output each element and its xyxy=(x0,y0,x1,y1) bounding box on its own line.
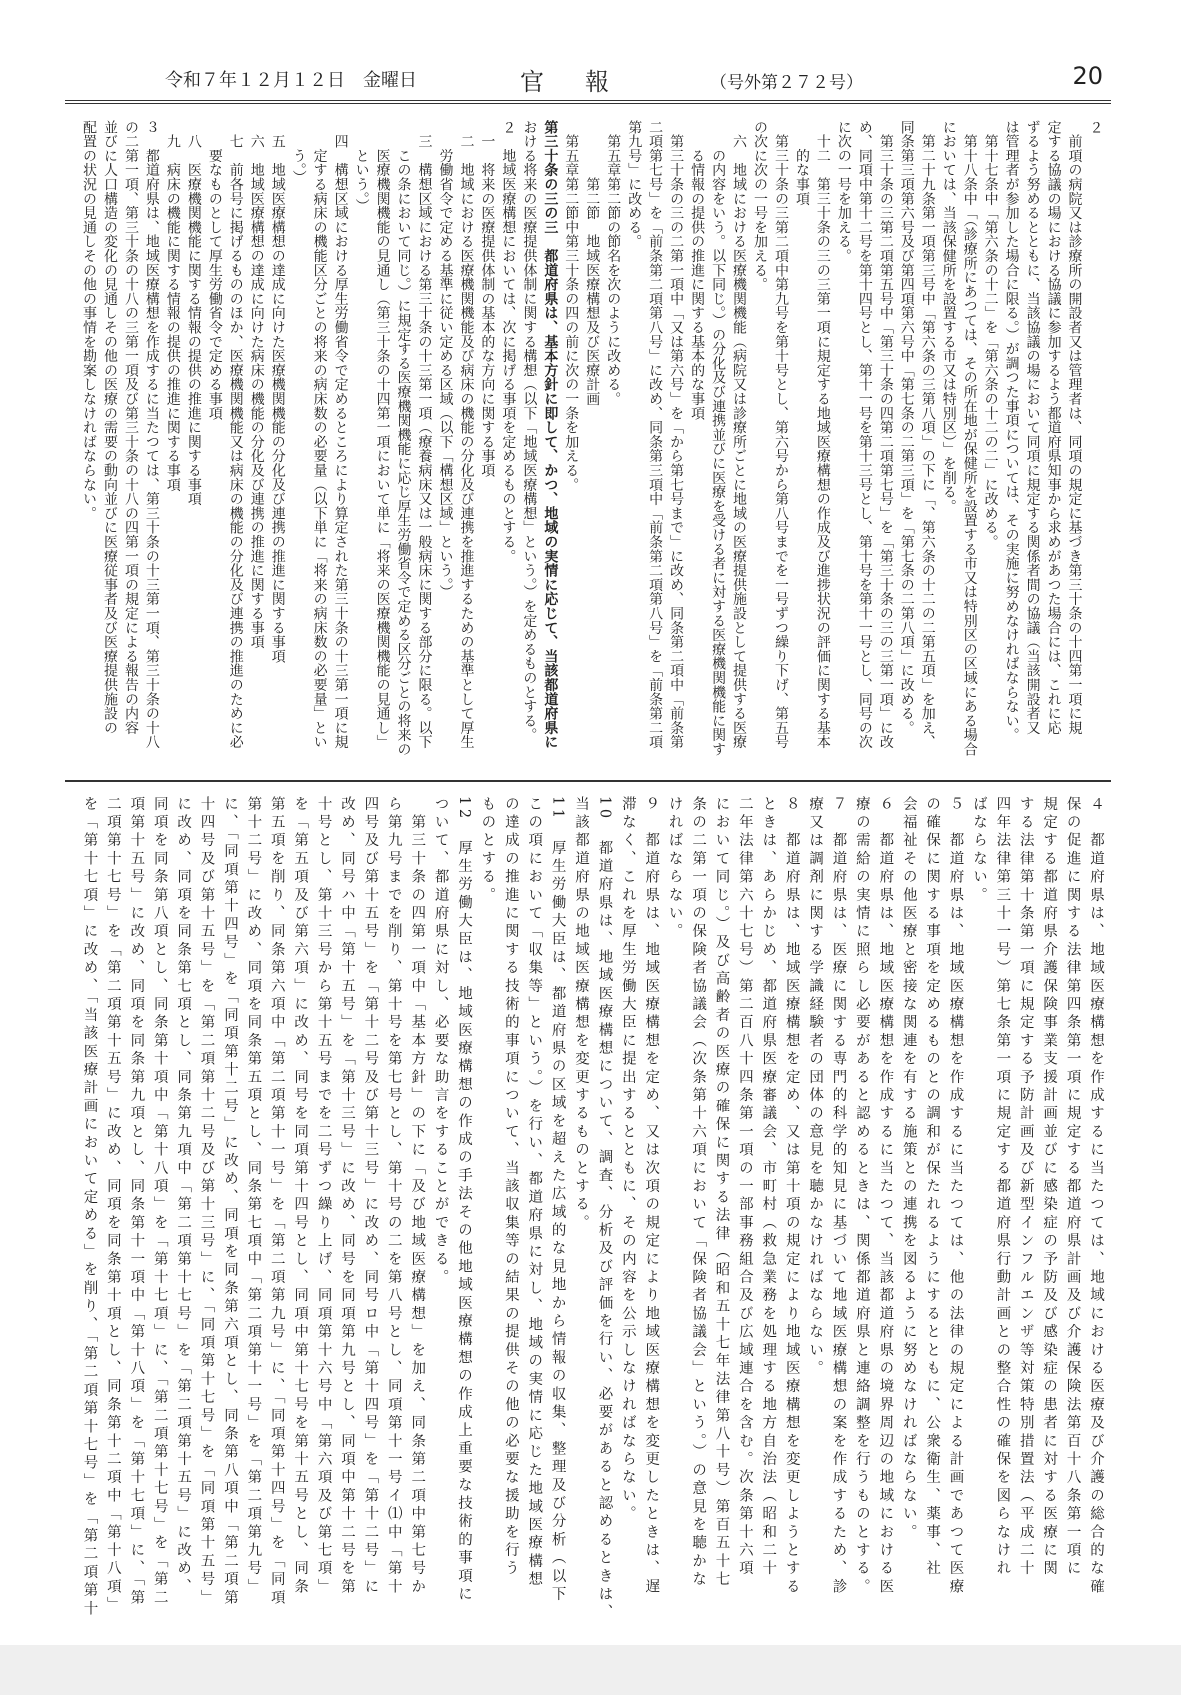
text-column: において同じ。）及び高齢者の医療の確保に関する法律（昭和五十七年法律第八十号）第百五十七 xyxy=(713,796,730,1590)
text-column: 二 地域における医療機関機能及び病床の機能の分化及び連携を推進するための基準として厚生 xyxy=(458,120,475,750)
issue-number: （号外第２７２号） xyxy=(710,73,863,93)
text-column: 要なものとして厚生労働省令で定める事項 xyxy=(206,120,223,421)
text-column: ら第九号までを削り、第十号を第七号とし、第十号の二を第八号とし、同項第十一号イ⑴中「第十 xyxy=(385,796,402,1597)
text-column: 療の需給の実情に照らし必要があると認めるときは、関係都道府県と連絡調整を行うものとする。 xyxy=(853,796,870,1597)
text-column: 十四号及び第十五号」を「第二項第十二号及び第十三号」に、「同項第十七号」を「同項第十五号」 xyxy=(198,796,215,1608)
text-column: 第三十条の三の三 都道府県は、基本方針に即して、かつ、地域の実情に応じて、当該都道府県に xyxy=(542,120,559,750)
text-column: 改め、同号ハ中「第十五号」を「第十三号」に改め、同号を同項第九号とし、同項中第十二号を第 xyxy=(338,796,355,1597)
text-column: の確保に関する事項を定めるものとの調和が保たれるようにするとともに、公衆衛生、薬事、社 xyxy=(924,796,941,1579)
text-column: 10 都道府県は、地域医療構想について、調査、分析及び評価を行い、必要があると認めるときは、 xyxy=(596,796,613,1623)
text-column: 医療機関機能の見通し（第三十条の十四第一項において単に「将来の医療機関機能の見通し」 xyxy=(374,120,391,750)
text-column: 第三十条の三の二第一項中「又は第六号」を「から第七号まで」に改め、同条第二項中「前条第 xyxy=(668,120,685,750)
text-column: 一 将来の医療提供体制の基本的な方向に関する事項 xyxy=(479,120,496,478)
text-column: 三 構想区域における第三十条の十三第一項（療養病床又は一般病床に関する部分に限る。以下 xyxy=(416,120,433,750)
text-column: 条の二第一項の保険者協議会（次条第十六項において「保険者協議会」という。）の意見を聴かな xyxy=(690,796,707,1590)
text-column: ４ 都道府県は、地域医療構想を作成するに当たつては、地域における医療及び介護の総合的な確 xyxy=(1087,796,1104,1597)
text-column: 項第十五号」に改め、同項を同条第九項とし、同条第十一項中「第十八項」を「第十七項」に、「第 xyxy=(128,796,145,1608)
text-column: 規定する都道府県介護保険事業支援計画並びに感染症の予防及び感染症の患者に対する医療に関 xyxy=(1041,796,1058,1579)
text-column: という。） xyxy=(353,120,370,214)
text-column: においては、当該保健所を設置する市又は特別区）」を削る。 xyxy=(940,120,957,514)
text-column: 二項第七号」を「前条第二項第八号」に改め、同条第三項中「前条第二項第八号」を「前条第二項 xyxy=(647,120,664,750)
text-column: 第五章第二節中第三十条の四の前に次の一条を加える。 xyxy=(563,120,580,492)
text-column: ばならない。 xyxy=(970,796,987,906)
page-number: 20 xyxy=(1072,62,1103,90)
text-column: 療又は調剤に関する学識経験者の団体の意見を聴かなければならない。 xyxy=(807,796,824,1379)
text-column: 第二節 地域医療構想及び医療計画 xyxy=(584,120,601,406)
text-column: ６ 都道府県は、地域医療構想を作成するに当たつて、当該都道府県の境界周辺の地域における医 xyxy=(877,796,894,1597)
text-column: ５ 都道府県は、地域医療構想を作成するに当たつては、他の法律の規定による計画であつて医療 xyxy=(947,796,964,1597)
text-column: ものとする。 xyxy=(479,796,496,906)
text-column: 十号とし、第十三号から第十五号までを二号ずつ繰り上げ、同項第十六号中「第六項及び第七項」 xyxy=(315,796,332,1597)
page-margin xyxy=(0,1645,1181,1695)
text-column: する法律第十条第一項に規定する予防計画及び新型インフルエンザ等対策特別措置法（平成二十 xyxy=(1017,796,1034,1579)
text-column: の内容をいう。以下同じ。）の分化及び連携並びに医療を受ける者に対する医療機関機能に関す xyxy=(710,120,727,757)
issue-date: 令和７年１２月１２日 金曜日 xyxy=(165,70,417,91)
text-column: 前項の病院又は診療所の開設者又は管理者は、同項の規定に基づき第三十条の十四第一項に規 xyxy=(1066,120,1083,735)
text-column: 当該都道府県の地域医療構想を変更するものとする。 xyxy=(573,796,590,1233)
text-column: ２ 地域医療構想においては、次に掲げる事項を定めるものとする。 xyxy=(500,120,517,564)
text-column: 六 地域における医療機関機能（病院又は診療所ごとに地域の医療提供施設として提供する医療 xyxy=(731,120,748,750)
section-divider xyxy=(65,780,1111,782)
text-column: 第十七条中「第六条の十二」を「第六条の十二の二」に改める。 xyxy=(982,120,999,549)
text-column: 第三十条の三第二項第五号中「第三十条の四第二項第七号」を「第三十条の三の三第一項」に改 xyxy=(877,120,894,750)
text-column: 並びに人口構造の変化の見通しその他の医療の需要の動向並びに医療従事者及び医療提供施設の xyxy=(101,120,118,735)
text-column: 四号及び第十五号」を「第十二号及び第十三号」に改め、同号ロ中「第十四号」を「第十二号」に xyxy=(362,796,379,1597)
text-column: を「第十七項」に改め、「当該医療計画において定める」を削り、「第二項第十七号」を「第二項第十 xyxy=(81,796,98,1619)
lower-text-block xyxy=(81,796,1104,1623)
text-column: 第五章第二節の節名を次のように改める。 xyxy=(605,120,622,406)
text-column: 十二 第三十条の三の三第一項に規定する地域医療構想の作成及び進捗状況の評価に関する基本 xyxy=(814,120,831,750)
text-column: ７ 都道府県は、医療に関する専門的科学的知見に基づいて地域医療構想の案を作成するため、診 xyxy=(830,796,847,1597)
text-column: ときは、あらかじめ、都道府県医療審議会、市町村（救急業務を処理する地方自治法（昭和二十 xyxy=(760,796,777,1579)
text-column: 的な事項 xyxy=(793,120,810,206)
text-column: う。） xyxy=(290,120,307,185)
text-column: ２ xyxy=(1087,120,1104,135)
text-column: ずるよう努めるとともに、当該協議の場において同項に規定する関係者間の協議（当該開設者又 xyxy=(1024,120,1041,735)
text-column: おける将来の医療提供体制に関する構想（以下「地域医療構想」という。）を定めるものとする。 xyxy=(521,120,538,743)
text-column: 七 前各号に掲げるもののほか、医療機関機能又は病床の機能の分化及び連携の推進のために必 xyxy=(227,120,244,750)
gazette-header xyxy=(65,62,1111,98)
text-column: 11 厚生労働大臣は、都道府県の区域を超えた広域的な見地から情報の収集、整理及び分析（以下 xyxy=(549,796,566,1605)
text-column: この条において同じ。）に規定する医療機関機能に応じ厚生労働省令で定める区分ごとの将来の xyxy=(395,120,412,757)
text-column: 定する病床の機能区分ごとの将来の病床数の必要量（以下単に「将来の病床数の必要量」とい xyxy=(311,120,328,750)
text-column: 第三十条の三第二項中第九号を第十号とし、第六号から第八号までを一号ずつ繰り下げ、第五号 xyxy=(772,120,789,750)
text-column: を「第五項及び第六項」に改め、同号を同項第十四号とし、同項中第十七号を第十五号とし、同条 xyxy=(292,796,309,1597)
text-column: 第五項を削り、同条第六項中「第二項第十一号」を「第二項第九号」に、「同項第十四号」を「同項 xyxy=(268,796,285,1608)
text-column: 八 医療機関機能に関する情報の提供の推進に関する事項 xyxy=(185,120,202,507)
text-column: 五 地域医療構想の達成に向けた医療機関機能の分化及び連携の推進に関する事項 xyxy=(269,120,286,664)
text-column: に改め、同項を同条第七項とし、同条第九項中「第二項第十七号」を「第二項第十五号」に改め、 xyxy=(175,796,192,1597)
gazette-title-char-2: 報 xyxy=(585,68,609,96)
text-column: 二項第十七号」を「第二項第十五号」に改め、同項を同条第十項とし、同条第十二項中「第十八項」 xyxy=(104,796,121,1615)
text-column: の達成の推進に関する技術的事項について、当該収集等の結果の提供その他の必要な援助を行う xyxy=(502,796,519,1579)
text-column: に次の一号を加える。 xyxy=(835,120,852,263)
text-column: に、「同項第十四号」を「同項第十二号」に改め、同項を同条第六項とし、同条第八項中「第二項第 xyxy=(221,796,238,1608)
text-column: 同項を同条第八項とし、同条第十項中「第十八項」を「第十七項」に、「第二項第十七号」を「第二 xyxy=(151,796,168,1608)
text-column: この項において「収集等」という。）を行い、都道府県に対し、地域の実情に応じた地域医療構想 xyxy=(526,796,543,1590)
text-column: 第九号」に改める。 xyxy=(626,120,643,249)
text-column: 同条第三項第六号及び第四項第六号中「第七条の二第三項」を「第七条の二第八項」に改める。 xyxy=(898,120,915,735)
text-column: の二第一項、第三十条の十八の三第一項及び第三十条の十八の四第一項の規定による報告の内容 xyxy=(122,120,139,735)
text-column: は管理者が参加した場合に限る。）が調つた事項については、その実施に努めなければならない。 xyxy=(1003,120,1020,743)
upper-text-block xyxy=(82,120,1103,770)
text-column: 定する協議の場における協議に参加するよう都道府県知事から求めがあつた場合には、これに応 xyxy=(1045,120,1062,735)
text-column: 第三十条の四第一項中「基本方針」の下に「及び地域医療構想」を加え、同条第二項中第七号か xyxy=(409,796,426,1597)
text-column: 四 構想区域における厚生労働省令で定めるところにより算定された第三十条の十三第一項に規 xyxy=(332,120,349,750)
text-column: 滞なく、これを厚生労働大臣に提出するとともに、その内容を公示しなければならない。 xyxy=(619,796,636,1524)
text-column: 第十二号」に改め、同項を同条第五項とし、同条第七項中「第二項第十一号」を「第二項第九号」 xyxy=(245,796,262,1597)
text-column: の次に次の一号を加える。 xyxy=(752,120,768,292)
text-column: ９ 都道府県は、地域医療構想を定め、又は次項の規定により地域医療構想を変更したときは、遅 xyxy=(643,796,660,1597)
text-column: 四年法律第三十一号）第七条第一項に規定する都道府県行動計画との整合性の確保を図らなけれ xyxy=(994,796,1011,1579)
text-column: め、同項中第十二号を第十四号とし、第十一号を第十三号とし、第十号を第十一号とし、同号の次 xyxy=(856,120,873,750)
text-column: る情報の提供の推進に関する基本的な事項 xyxy=(689,120,706,421)
text-column: 九 病床の機能に関する情報の提供の推進に関する事項 xyxy=(164,120,181,492)
text-column: 保の促進に関する法律第四条第一項に規定する都道府県計画及び介護保険法第百十八条第一項に xyxy=(1064,796,1081,1579)
text-column: ついて、都道府県に対し、必要な助言をすることができる。 xyxy=(432,796,449,1288)
text-column: ければならない。 xyxy=(666,796,683,942)
header-rule xyxy=(65,100,1111,104)
text-column: 第十八条中「（診療所にあつては、その所在地が保健所を設置する市又は特別区の区域にある場合 xyxy=(961,120,978,757)
text-column: 労働省令で定める基準に従い定める区域（以下「構想区域」という。） xyxy=(437,120,454,600)
text-column: 12 厚生労働大臣は、地域医療構想の作成の手法その他地域医療構想の作成上重要な技術的事項に xyxy=(456,796,472,1605)
text-column: 会福祉その他医療と密接な関連を有する施策との連携を図るように努めなければならない。 xyxy=(900,796,917,1543)
text-column: ３ 都道府県は、地域医療構想を作成するに当たつては、第三十条の十三第一項、第三十条の十八 xyxy=(143,120,160,750)
text-column: 配置の状況の見通しその他の事情を勘案しなければならない。 xyxy=(81,120,97,521)
text-column: 二年法律第六十七号）第二百八十四条第一項の一部事務組合及び広域連合を含む。次条第十六項 xyxy=(736,796,753,1579)
text-column: 第二十九条第一項第三号中「第六条の三第八項」の下に「、第六条の十二の二第五項」を加え、 xyxy=(919,120,936,750)
text-column: ８ 都道府県は、地域医療構想を定め、又は第十項の規定により地域医療構想を変更しようとする xyxy=(783,796,800,1597)
text-column: 六 地域医療構想の達成に向けた病床の機能の分化及び連携の推進に関する事項 xyxy=(248,120,265,650)
gazette-title-char-1: 官 xyxy=(520,68,544,96)
